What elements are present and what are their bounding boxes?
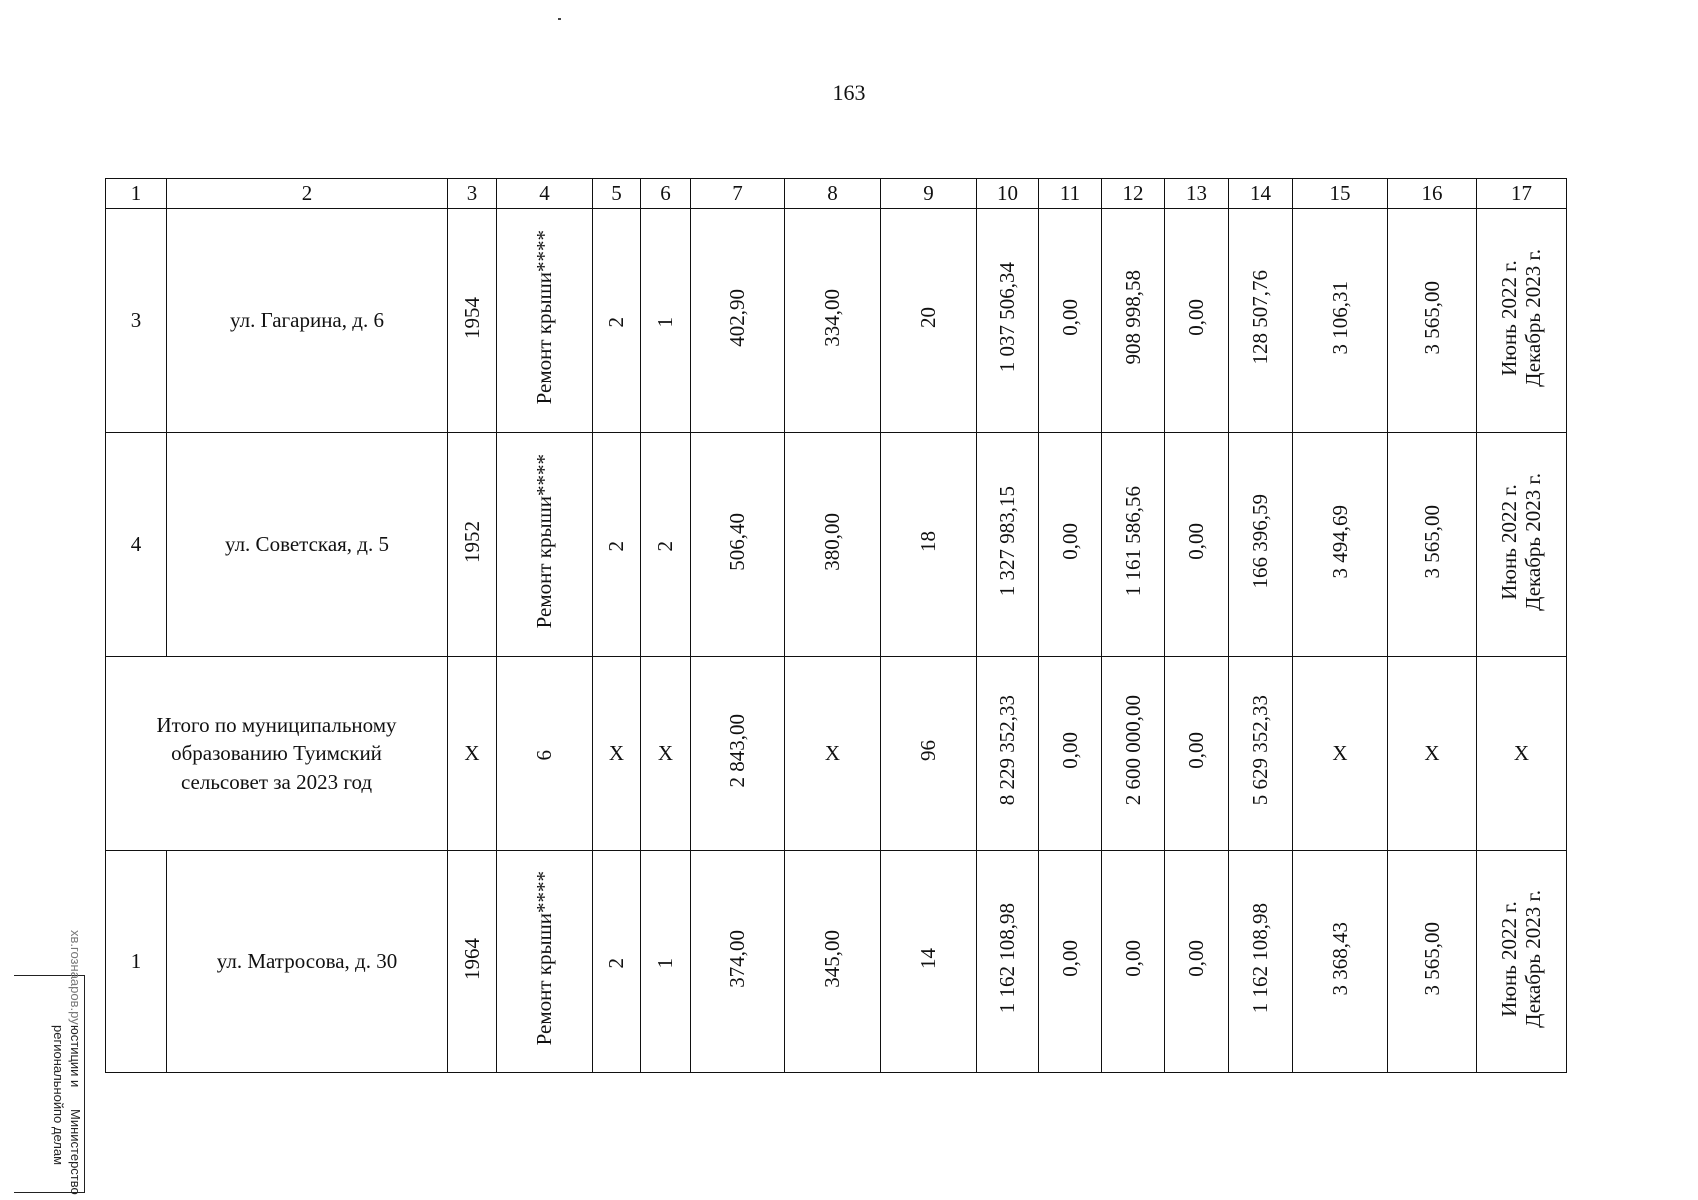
header-row — [106, 179, 1567, 209]
residents-cell: 18 — [881, 433, 977, 657]
cost-cell: 0,00 — [1039, 851, 1102, 1073]
ministry-stamp — [14, 930, 84, 1195]
limit-cost-cell: 3 565,00 — [1388, 433, 1477, 657]
total-cell: X — [1293, 657, 1388, 851]
stamp-line: Министерство по делам — [51, 1109, 83, 1195]
year-cell: 1952 — [448, 433, 497, 657]
total-area-cell: 402,90 — [691, 209, 785, 433]
column-header: 13 — [1165, 179, 1229, 209]
page-number: 163 — [832, 80, 866, 105]
column-header: 11 — [1039, 179, 1102, 209]
total-cell: 8 229 352,33 — [977, 657, 1039, 851]
cost-cell: 1 161 586,56 — [1102, 433, 1165, 657]
total-cell: 96 — [881, 657, 977, 851]
unit-cost-cell: 3 106,31 — [1293, 209, 1388, 433]
column-header: 5 — [593, 179, 641, 209]
total-cell: X — [1477, 657, 1567, 851]
floors-cell: 2 — [593, 433, 641, 657]
year-cell: 1954 — [448, 209, 497, 433]
total-cell: X — [1388, 657, 1477, 851]
residents-cell: 14 — [881, 851, 977, 1073]
cost-total-cell: 1 037 506,34 — [977, 209, 1039, 433]
scan-speck — [558, 18, 561, 20]
cost-cell: 0,00 — [1165, 209, 1229, 433]
cost-cell: 0,00 — [1039, 433, 1102, 657]
column-header: 4 — [497, 179, 593, 209]
period-cell: Июнь 2022 г. Декабрь 2023 г. — [1477, 433, 1567, 657]
total-area-cell: 506,40 — [691, 433, 785, 657]
address-cell: ул. Советская, д. 5 — [167, 433, 448, 657]
entrances-cell: 1 — [641, 209, 691, 433]
total-cell: 6 — [497, 657, 593, 851]
stamp-line: юстиции и региональной — [51, 1025, 83, 1110]
cost-cell: 908 998,58 — [1102, 209, 1165, 433]
column-header: 1 — [106, 179, 167, 209]
total-cell: X — [448, 657, 497, 851]
table-row — [106, 433, 1567, 657]
period-cell: Июнь 2022 г. Декабрь 2023 г. — [1477, 851, 1567, 1073]
cost-cell: 166 396,59 — [1229, 433, 1293, 657]
total-cell: 2 843,00 — [691, 657, 785, 851]
work-type-cell: Ремонт крыши**** — [497, 433, 593, 657]
unit-cost-cell: 3 368,43 — [1293, 851, 1388, 1073]
total-cell: 2 600 000,00 — [1102, 657, 1165, 851]
cost-total-cell: 1 327 983,15 — [977, 433, 1039, 657]
work-type-cell: Ремонт крыши**** — [497, 209, 593, 433]
total-cell: X — [641, 657, 691, 851]
stamp-line: хв.гознааров.ру — [68, 930, 83, 1026]
period-cell: Июнь 2022 г. Декабрь 2023 г. — [1477, 209, 1567, 433]
total-cell: X — [593, 657, 641, 851]
column-header: 2 — [167, 179, 448, 209]
total-label: Итого по муниципальному образованию Туимский сельсовет за 2023 год — [106, 657, 448, 851]
living-area-cell: 380,00 — [785, 433, 881, 657]
column-header: 16 — [1388, 179, 1477, 209]
address-cell: ул. Гагарина, д. 6 — [167, 209, 448, 433]
year-cell: 1964 — [448, 851, 497, 1073]
total-row — [106, 657, 1567, 851]
cost-cell: 0,00 — [1039, 209, 1102, 433]
total-cell: 0,00 — [1165, 657, 1229, 851]
row-number: 4 — [106, 433, 167, 657]
limit-cost-cell: 3 565,00 — [1388, 209, 1477, 433]
residents-cell: 20 — [881, 209, 977, 433]
cost-cell: 0,00 — [1165, 433, 1229, 657]
column-header: 7 — [691, 179, 785, 209]
column-header: 6 — [641, 179, 691, 209]
total-cell: 0,00 — [1039, 657, 1102, 851]
entrances-cell: 2 — [641, 433, 691, 657]
column-header: 17 — [1477, 179, 1567, 209]
cost-cell: 0,00 — [1102, 851, 1165, 1073]
total-cell: X — [785, 657, 881, 851]
cost-cell: 0,00 — [1165, 851, 1229, 1073]
column-header: 3 — [448, 179, 497, 209]
row-number: 1 — [106, 851, 167, 1073]
column-header: 15 — [1293, 179, 1388, 209]
living-area-cell: 334,00 — [785, 209, 881, 433]
row-number: 3 — [106, 209, 167, 433]
unit-cost-cell: 3 494,69 — [1293, 433, 1388, 657]
limit-cost-cell: 3 565,00 — [1388, 851, 1477, 1073]
living-area-cell: 345,00 — [785, 851, 881, 1073]
floors-cell: 2 — [593, 209, 641, 433]
total-area-cell: 374,00 — [691, 851, 785, 1073]
column-header: 12 — [1102, 179, 1165, 209]
column-header: 8 — [785, 179, 881, 209]
column-header: 9 — [881, 179, 977, 209]
floors-cell: 2 — [593, 851, 641, 1073]
cost-cell: 1 162 108,98 — [1229, 851, 1293, 1073]
total-cell: 5 629 352,33 — [1229, 657, 1293, 851]
address-cell: ул. Матросова, д. 30 — [167, 851, 448, 1073]
register-table — [105, 178, 1567, 1073]
table-row — [106, 851, 1567, 1073]
work-type-cell: Ремонт крыши**** — [497, 851, 593, 1073]
column-header: 14 — [1229, 179, 1293, 209]
entrances-cell: 1 — [641, 851, 691, 1073]
column-header: 10 — [977, 179, 1039, 209]
table-row — [106, 209, 1567, 433]
cost-cell: 128 507,76 — [1229, 209, 1293, 433]
cost-total-cell: 1 162 108,98 — [977, 851, 1039, 1073]
